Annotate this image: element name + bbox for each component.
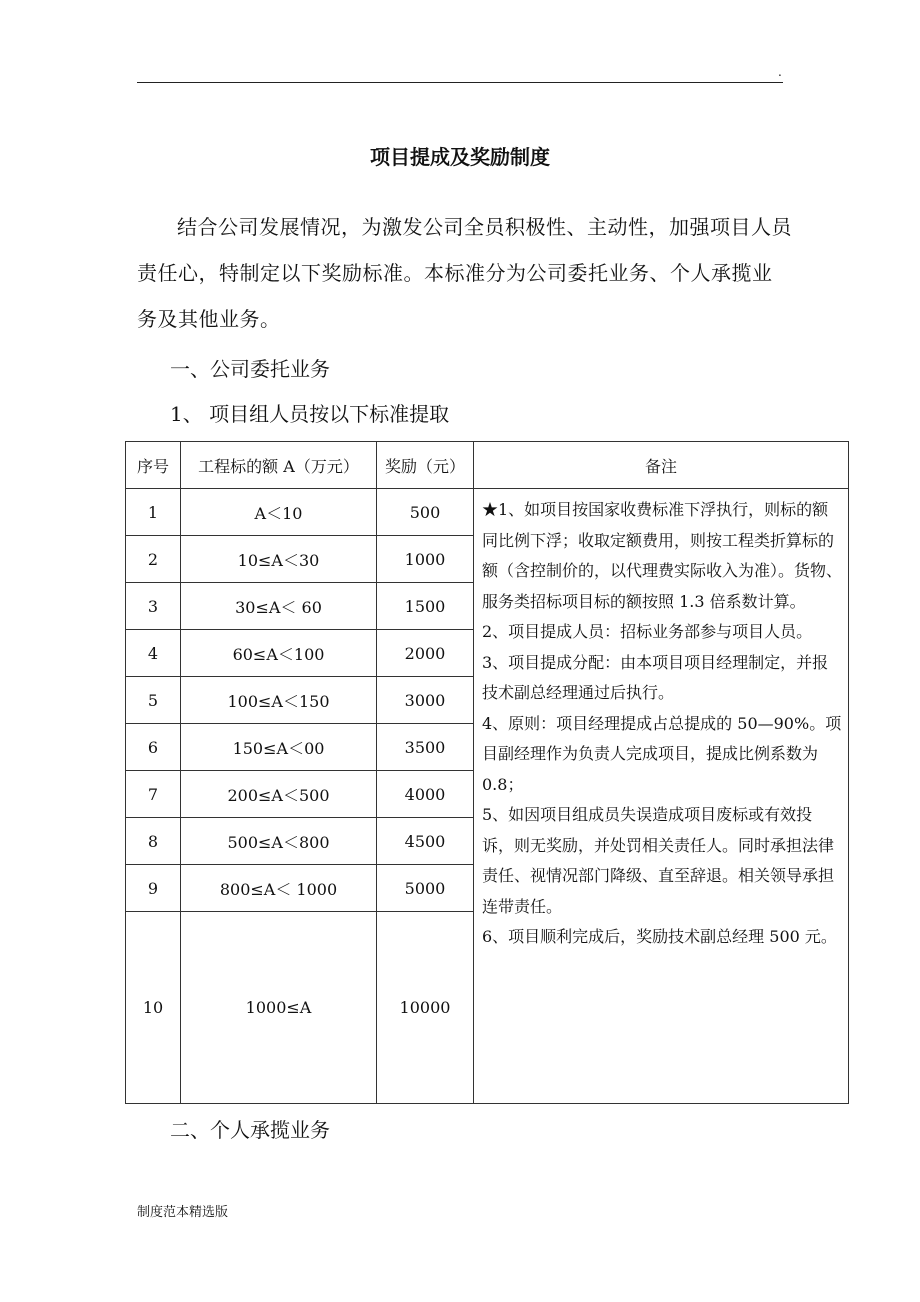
row-reward: 3500 [377,724,474,771]
remark-item: 5、如因项目组成员失误造成项目废标或有效投诉，则无奖励，并处罚相关责任人。同时承担法律责任、视情况部门降级、直至辞退。相关领导承担连带责任。 [482,805,835,916]
row-no: 10 [126,912,181,1104]
row-reward: 1000 [377,536,474,583]
remark-item: 4、原则：项目经理提成占总提成的 50—90%。项目副经理作为负责人完成项目，提成比例系数为 0.8； [482,713,842,794]
row-range: 500≤A＜800 [181,818,377,865]
row-no: 1 [126,489,181,536]
row-no: 2 [126,536,181,583]
row-reward: 2000 [377,630,474,677]
header-rule [137,82,783,83]
header-remarks: 备注 [474,442,849,489]
row-range: 60≤A＜100 [181,630,377,677]
row-no: 4 [126,630,181,677]
row-reward: 5000 [377,865,474,912]
header-mark: . [778,65,782,79]
remark-item: 2、项目提成人员：招标业务部参与项目人员。 [482,622,813,641]
header-no: 序号 [126,442,181,489]
row-range: 30≤A＜ 60 [181,583,377,630]
reward-table [125,441,849,1104]
table-row [126,489,849,536]
row-reward: 500 [377,489,474,536]
row-no: 5 [126,677,181,724]
row-reward: 10000 [377,912,474,1104]
section-heading-personal: 二、个人承揽业务 [170,1118,330,1142]
row-reward: 1500 [377,583,474,630]
table-header-row [126,442,849,489]
row-range: 200≤A＜500 [181,771,377,818]
row-no: 9 [126,865,181,912]
row-range: 1000≤A [181,912,377,1104]
remark-item: ★1、如项目按国家收费标准下浮执行，则标的额同比例下浮；收取定额费用，则按工程类折算标的额（含控制价的，以代理费实际收入为准）。货物、服务类招标项目标的额按照 1.3 倍系数计算。 [482,500,843,611]
remark-item: 6、项目顺利完成后，奖励技术副总经理 500 元。 [482,927,837,946]
row-no: 3 [126,583,181,630]
row-reward: 3000 [377,677,474,724]
subsection-heading-team: 1、 项目组人员按以下标准提取 [170,402,450,426]
intro-paragraph: 结合公司发展情况，为激发公司全员积极性、主动性，加强项目人员责任心，特制定以下奖励标准。本标准分为公司委托业务、个人承揽业务及其他业务。 [137,215,792,331]
row-reward: 4500 [377,818,474,865]
row-reward: 4000 [377,771,474,818]
remarks-cell [474,489,849,1104]
row-no: 7 [126,771,181,818]
document-title: 项目提成及奖励制度 [370,145,550,169]
row-range: A＜10 [181,489,377,536]
section-heading-company: 一、公司委托业务 [170,357,330,381]
header-range: 工程标的额 A（万元） [181,442,377,489]
row-no: 6 [126,724,181,771]
row-range: 150≤A＜00 [181,724,377,771]
remark-item: 3、项目提成分配：由本项目项目经理制定，并报技术副总经理通过后执行。 [482,652,829,702]
footer-label: 制度范本精选版 [137,1205,229,1220]
header-reward: 奖励（元） [377,442,474,489]
row-no: 8 [126,818,181,865]
row-range: 10≤A＜30 [181,536,377,583]
row-range: 800≤A＜ 1000 [181,865,377,912]
row-range: 100≤A＜150 [181,677,377,724]
